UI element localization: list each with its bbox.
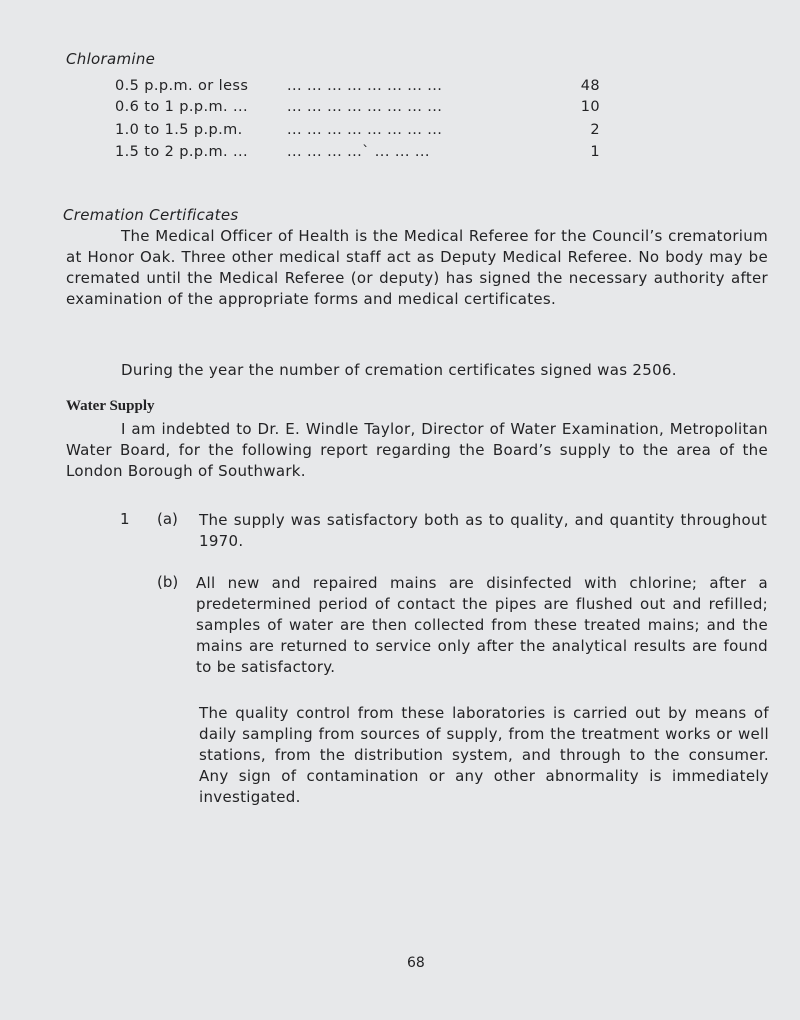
row-count: 48 bbox=[580, 78, 600, 94]
cremation-paragraph: The Medical Officer of Health is the Medical Referee for the Council’s crematorium at Honor Oak. Three other medical staff act as Deputy Medical Referee. No body may be cremated until the Medical Referee (or deputy) has signed the necessary authority after examination of the appropriate forms and medical certificates. bbox=[66, 227, 768, 308]
page-number: 68 bbox=[407, 955, 425, 971]
quality-control-paragraph: The quality control from these laboratories is carried out by means of daily sampling from sources of supply, from the treatment works or well stations, from the distribution system, and through to the consumer. Any sign of contamination or any other abnormality is immediately investigated. bbox=[199, 704, 769, 806]
row-label: 1.0 to 1.5 p.p.m. bbox=[115, 122, 243, 138]
row-leader-dots: ... ... ... ...` ... ... ... bbox=[287, 144, 430, 160]
row-leader-dots: ... ... ... ... ... ... ... ... bbox=[287, 99, 443, 115]
row-label: 1.5 to 2 p.p.m. ... bbox=[115, 144, 249, 160]
row-label: 0.6 to 1 p.p.m. ... bbox=[115, 99, 249, 115]
cremation-count-sentence: During the year the number of cremation certificates signed was 2506. bbox=[121, 361, 677, 379]
item-number: 1 bbox=[120, 510, 130, 528]
cremation-heading: Cremation Certificates bbox=[63, 206, 239, 224]
row-count: 1 bbox=[590, 144, 600, 160]
row-count: 2 bbox=[590, 122, 600, 138]
water-supply-intro: I am indebted to Dr. E. Windle Taylor, Director of Water Examination, Metropolitan Water Board, for the following report regarding the Board’s supply to the area of the London Borough of Southwark. bbox=[66, 420, 768, 480]
item-b-text: All new and repaired mains are disinfected with chlorine; after a predetermined period of contact the pipes are flushed out and refilled; samples of water are then collected from these treated mains; and the mains are returned to service only after the analytical results are found to be satisfactory. bbox=[196, 574, 768, 676]
row-count: 10 bbox=[580, 99, 600, 115]
row-leader-dots: ... ... ... ... ... ... ... ... bbox=[287, 78, 443, 94]
item-a-marker: (a) bbox=[157, 510, 178, 528]
item-a-text: The supply was satisfactory both as to quality, and quantity throughout 1970. bbox=[199, 511, 767, 550]
row-leader-dots: ... ... ... ... ... ... ... ... bbox=[287, 122, 443, 138]
item-b-marker: (b) bbox=[157, 573, 179, 591]
water-supply-heading: Water Supply bbox=[66, 398, 155, 414]
row-label: 0.5 p.p.m. or less bbox=[115, 78, 249, 94]
chloramine-heading: Chloramine bbox=[66, 50, 156, 68]
